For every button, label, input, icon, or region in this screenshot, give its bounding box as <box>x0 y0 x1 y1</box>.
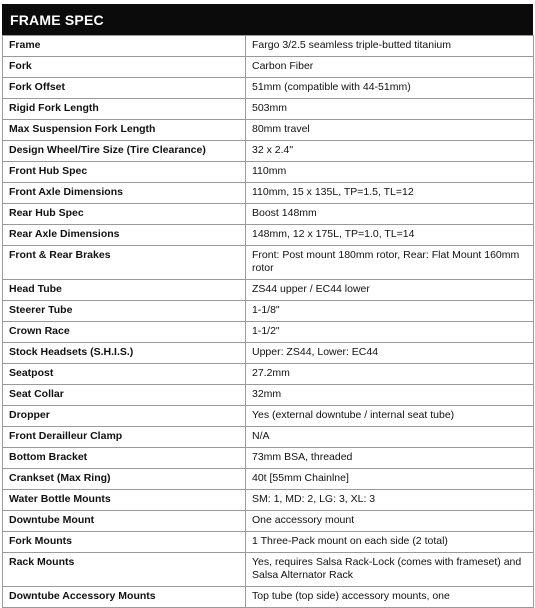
spec-row <box>3 553 534 587</box>
spec-label: Head Tube <box>3 280 246 301</box>
spec-table <box>2 35 534 608</box>
spec-label: Bottom Bracket <box>3 448 246 469</box>
spec-value: Top tube (top side) accessory mounts, one <box>246 587 534 608</box>
spec-label: Downtube Accessory Mounts <box>3 587 246 608</box>
spec-label: Seatpost <box>3 364 246 385</box>
spec-label: Rear Hub Spec <box>3 204 246 225</box>
spec-label: Rigid Fork Length <box>3 99 246 120</box>
spec-row <box>3 343 534 364</box>
spec-value: One accessory mount <box>246 511 534 532</box>
spec-row <box>3 490 534 511</box>
spec-row <box>3 183 534 204</box>
spec-value: Yes (external downtube / internal seat tube) <box>246 406 534 427</box>
spec-label: Front Hub Spec <box>3 162 246 183</box>
spec-row <box>3 301 534 322</box>
spec-label: Fork Mounts <box>3 532 246 553</box>
spec-label: Front Derailleur Clamp <box>3 427 246 448</box>
spec-row <box>3 406 534 427</box>
spec-label: Crankset (Max Ring) <box>3 469 246 490</box>
spec-label: Water Bottle Mounts <box>3 490 246 511</box>
spec-label: Rear Axle Dimensions <box>3 225 246 246</box>
spec-value: 148mm, 12 x 175L, TP=1.0, TL=14 <box>246 225 534 246</box>
spec-label: Dropper <box>3 406 246 427</box>
spec-label: Front & Rear Brakes <box>3 246 246 280</box>
spec-row <box>3 120 534 141</box>
spec-value: 110mm, 15 x 135L, TP=1.5, TL=12 <box>246 183 534 204</box>
spec-row <box>3 469 534 490</box>
spec-row <box>3 57 534 78</box>
spec-label: Steerer Tube <box>3 301 246 322</box>
spec-label: Rack Mounts <box>3 553 246 587</box>
spec-row <box>3 448 534 469</box>
spec-row <box>3 322 534 343</box>
spec-value: 32 x 2.4" <box>246 141 534 162</box>
spec-label: Crown Race <box>3 322 246 343</box>
spec-label: Frame <box>3 36 246 57</box>
spec-row <box>3 385 534 406</box>
spec-value: Fargo 3/2.5 seamless triple-butted titanium <box>246 36 534 57</box>
spec-value: N/A <box>246 427 534 448</box>
spec-value: 27.2mm <box>246 364 534 385</box>
spec-label: Stock Headsets (S.H.I.S.) <box>3 343 246 364</box>
spec-row <box>3 141 534 162</box>
spec-value: Boost 148mm <box>246 204 534 225</box>
spec-label: Seat Collar <box>3 385 246 406</box>
spec-value: 1-1/8" <box>246 301 534 322</box>
spec-value: 40t [55mm Chainlne] <box>246 469 534 490</box>
frame-spec-sheet <box>2 4 533 608</box>
spec-row <box>3 532 534 553</box>
spec-label: Max Suspension Fork Length <box>3 120 246 141</box>
spec-row <box>3 99 534 120</box>
spec-value: 1-1/2" <box>246 322 534 343</box>
spec-value: Upper: ZS44, Lower: EC44 <box>246 343 534 364</box>
spec-label: Downtube Mount <box>3 511 246 532</box>
spec-row <box>3 204 534 225</box>
spec-value: 80mm travel <box>246 120 534 141</box>
spec-value: Carbon Fiber <box>246 57 534 78</box>
title-bar <box>2 4 533 35</box>
spec-row <box>3 587 534 608</box>
spec-label: Fork Offset <box>3 78 246 99</box>
spec-value: 32mm <box>246 385 534 406</box>
spec-row <box>3 364 534 385</box>
spec-row <box>3 427 534 448</box>
sheet-title: FRAME SPEC <box>10 11 104 28</box>
spec-row <box>3 225 534 246</box>
spec-row <box>3 280 534 301</box>
spec-label: Design Wheel/Tire Size (Tire Clearance) <box>3 141 246 162</box>
spec-row <box>3 162 534 183</box>
spec-label: Front Axle Dimensions <box>3 183 246 204</box>
spec-value: 73mm BSA, threaded <box>246 448 534 469</box>
spec-value: 1 Three-Pack mount on each side (2 total) <box>246 532 534 553</box>
spec-row <box>3 246 534 280</box>
spec-value: 51mm (compatible with 44-51mm) <box>246 78 534 99</box>
spec-row <box>3 78 534 99</box>
spec-label: Fork <box>3 57 246 78</box>
spec-row <box>3 511 534 532</box>
spec-value: Yes, requires Salsa Rack-Lock (comes with frameset) and Salsa Alternator Rack <box>246 553 534 587</box>
spec-row <box>3 36 534 57</box>
spec-value: 110mm <box>246 162 534 183</box>
spec-table-body <box>3 36 534 608</box>
spec-value: 503mm <box>246 99 534 120</box>
spec-value: ZS44 upper / EC44 lower <box>246 280 534 301</box>
spec-value: SM: 1, MD: 2, LG: 3, XL: 3 <box>246 490 534 511</box>
spec-value: Front: Post mount 180mm rotor, Rear: Flat Mount 160mm rotor <box>246 246 534 280</box>
